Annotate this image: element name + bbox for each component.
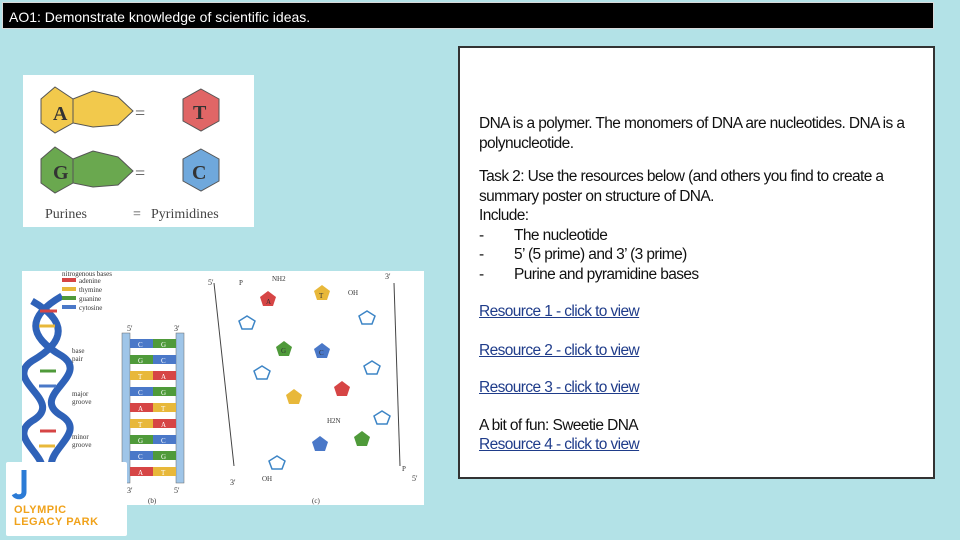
molecular-structure: [214, 275, 406, 483]
helix-label: base pair: [72, 347, 85, 363]
equals-sign: =: [133, 207, 141, 222]
ladder-base-label: C: [138, 341, 143, 349]
ladder-base-label: G: [161, 389, 167, 397]
molecule-label: P: [402, 465, 406, 473]
fun-label: A bit of fun: Sweetie DNA: [479, 416, 639, 434]
list-item-text: 5’ (5 prime) and 3’ (3 prime): [514, 246, 687, 263]
molecule-label: A: [266, 298, 272, 306]
purines-label: Purines: [45, 207, 87, 222]
list-item: [479, 265, 924, 285]
list-item-text: Purine and pyramidine bases: [514, 265, 699, 283]
molecule-label: C: [319, 349, 324, 357]
legend-item: guanine: [79, 295, 102, 303]
svg-text:G: G: [53, 162, 69, 184]
title-bar: [2, 2, 934, 29]
legend-swatch: [62, 278, 76, 282]
list-item-text: The nucleotide: [514, 226, 608, 244]
resource-4-link[interactable]: Resource 4 - click to view: [479, 436, 640, 453]
logo-icon: [10, 464, 40, 504]
list-marker: -: [479, 226, 484, 244]
intro-text: DNA is a polymer. The monomers of DNA are nucleotides. DNA is a polynucleotide.: [479, 115, 905, 152]
olympic-legacy-park-logo: [6, 462, 127, 536]
task-content: [479, 114, 924, 455]
panel-sub-label: (c): [312, 497, 320, 505]
base-t-label: T: [193, 102, 207, 124]
resource-3-link[interactable]: Resource 3 - click to view: [479, 379, 640, 396]
helix-label: major groove: [72, 390, 92, 406]
ladder-base-label: G: [138, 437, 144, 445]
strand-end-label: 3': [174, 324, 180, 333]
ladder-base-label: C: [138, 453, 143, 461]
molecule-label: OH: [262, 475, 273, 483]
molecule-label: T: [319, 292, 324, 300]
task-instructions: Task 2: Use the resources below (and others you find to create a summary poster on structure of DNA.: [479, 168, 884, 205]
molecule-label: P: [239, 279, 243, 287]
ladder-base-label: T: [161, 469, 166, 477]
strand-end-label: 5': [412, 474, 418, 483]
helix-labels: [72, 347, 118, 481]
legend-swatch: [62, 305, 76, 309]
double-helix: [24, 296, 70, 486]
dna-ladder: [122, 333, 184, 483]
legend-swatch: [62, 287, 76, 291]
ladder-base-label: C: [161, 437, 166, 445]
page-title: AO1: Demonstrate knowledge of scientific ideas.: [9, 9, 311, 25]
strand-end-label: 5': [174, 486, 180, 495]
helix-label: minor groove: [72, 433, 92, 449]
ladder-base-label: G: [138, 357, 144, 365]
strand-end-label: 5': [127, 324, 133, 333]
ladder-base-label: C: [138, 389, 143, 397]
equals-sign: =: [135, 163, 146, 183]
strand-end-label: 3': [385, 272, 391, 281]
strand-end-label: 3': [230, 478, 236, 487]
purine-g-shape: [41, 147, 133, 193]
ladder-base-label: A: [161, 421, 167, 429]
molecule-label: OH: [348, 289, 359, 297]
ladder-base-label: C: [161, 357, 166, 365]
base-c-label: C: [192, 162, 207, 184]
resource-2-link[interactable]: Resource 2 - click to view: [479, 341, 640, 359]
ladder-base-label: G: [161, 453, 167, 461]
molecule-label: NH2: [272, 275, 286, 283]
list-marker: -: [479, 265, 484, 283]
equals-sign: =: [135, 103, 146, 123]
base-pair-diagram: [23, 75, 254, 227]
ladder-base-label: A: [138, 469, 144, 477]
pyrimidines-label: Pyrimidines: [151, 207, 219, 222]
strand-end-label: 3': [127, 486, 133, 495]
resource-1-link[interactable]: Resource 1 - click to view: [479, 303, 640, 320]
ladder-base-label: A: [138, 405, 144, 413]
purine-a-shape: [41, 87, 133, 133]
legend-swatch: [62, 296, 76, 300]
strand-end-label: 5': [208, 278, 214, 287]
base-pair-figure: [23, 75, 254, 227]
list-marker: -: [479, 246, 484, 263]
dna-legend: [62, 277, 102, 312]
list-item: [479, 245, 924, 265]
include-label: Include:: [479, 207, 529, 224]
ladder-base-label: T: [161, 405, 166, 413]
molecule-label: G: [281, 347, 287, 355]
legend-item: adenine: [79, 277, 101, 285]
panel-sub-label: (b): [148, 497, 157, 505]
list-item: [479, 226, 924, 246]
ladder-base-label: T: [138, 421, 143, 429]
ladder-base-label: T: [138, 373, 143, 381]
ladder-base-label: G: [161, 341, 167, 349]
legend-item: cytosine: [79, 304, 103, 312]
ladder-rungs: [130, 339, 176, 477]
molecule-label: H2N: [327, 417, 341, 425]
logo-text: OLYMPIC LEGACY PARK: [14, 504, 99, 528]
legend-item: thymine: [79, 286, 102, 294]
svg-text:A: A: [53, 103, 68, 125]
task-panel: [458, 46, 935, 479]
ladder-base-label: A: [161, 373, 167, 381]
legend-title: nitrogenous bases: [62, 271, 112, 278]
